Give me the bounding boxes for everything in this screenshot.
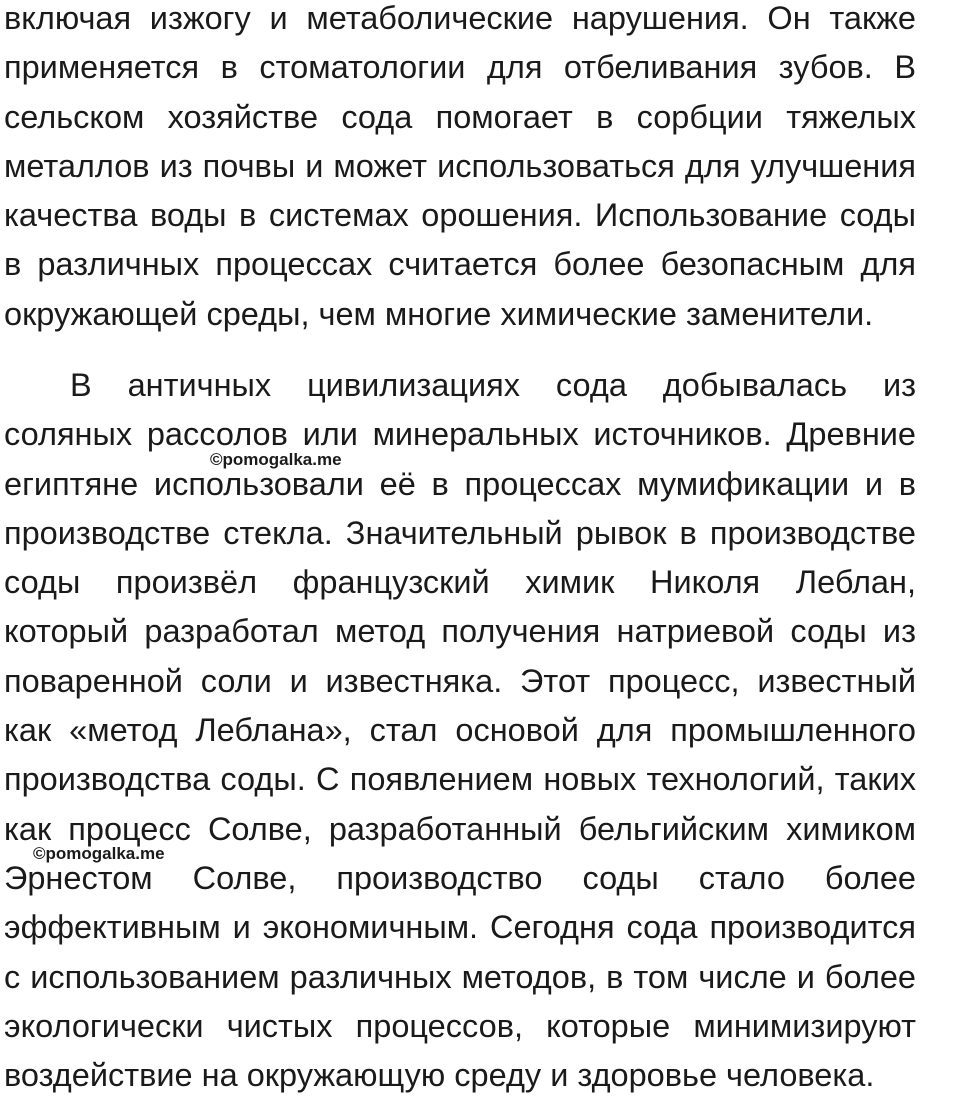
paragraph-1: включая изжогу и метаболические нарушения. Он также применяется в стоматологии для отбеливания зубов. В сельском хозяйстве сода помогает в сорбции тяжелых металлов из почвы и может использоваться для улучшения качества воды в системах орошения. Использование соды в различных процессах считается более безопасным для окружающей среды, чем многие химические заменители. [4,0,916,332]
paragraph-2: В античных цивилизациях сода добывалась из соляных рассолов или минеральных источников. Древние египтяне использовали её в процессах мумификации и в производстве стекла. Значительный рывок в производстве соды произвёл французский химик Николя Леблан, который разработал метод получения натриевой соды из поваренной соли и известняка. Этот процесс, известный как «метод Леблана», стал основой для промышленного производства соды. С появлением новых технологий, таких как процесс Солве, разработанный бельгийским химиком Эрнестом Солве, производство соды стало более эффективным и экономичным. Сегодня сода производится с использованием различных методов, в том числе и более экологически чистых процессов, которые минимизируют воздействие на окружающую среду и здоровье человека. [4,367,916,1094]
watermark-top: ©pomogalka.me [210,450,342,469]
watermark-bottom: ©pomogalka.me [33,844,165,863]
